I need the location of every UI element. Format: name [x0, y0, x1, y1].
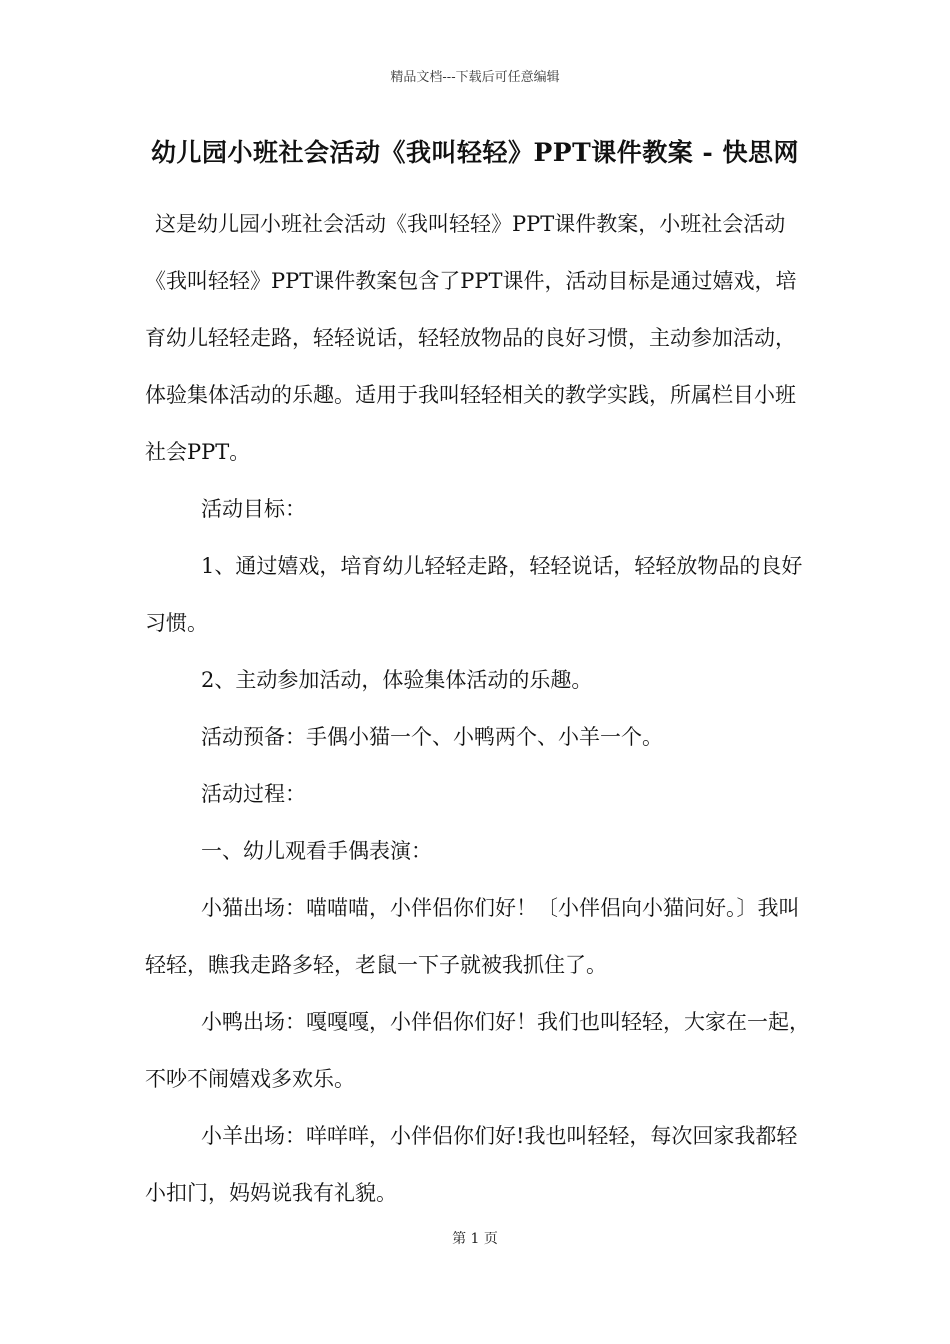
goal-item-2: 2、主动参加活动，体验集体活动的乐趣。	[201, 668, 593, 692]
header-note: 精品文档---下载后可任意编辑	[390, 70, 560, 85]
goal-item-1: 1、通过嬉戏，培育幼儿轻轻走路，轻轻说话，轻轻放物品的良好习惯。	[145, 554, 803, 635]
preparation-paragraph: 活动预备：手偶小猫一个、小鸭两个、小羊一个。	[201, 725, 663, 749]
cat-dialogue-paragraph: 小猫出场：喵喵喵，小伴侣你们好！〔小伴侣向小猫问好。〕我叫轻轻，瞧我走路多轻，老鼠一下子就被我抓住了。	[145, 896, 800, 977]
sheep-dialogue-paragraph: 小羊出场：咩咩咩，小伴侣你们好!我也叫轻轻，每次回家我都轻小扣门，妈妈说我有礼貌。	[145, 1124, 798, 1205]
document-title: 幼儿园小班社会活动《我叫轻轻》PPT课件教案 - 快思网	[151, 138, 799, 167]
intro-paragraph: 这是幼儿园小班社会活动《我叫轻轻》PPT课件教案，小班社会活动《我叫轻轻》PPT课件教案包含了PPT课件，活动目标是通过嬉戏，培育幼儿轻轻走路，轻轻说话，轻轻放物品的良好习惯，主动参加活动，体验集体活动的乐趣。适用于我叫轻轻相关的教学实践，所属栏目小班社会PPT。	[145, 212, 797, 464]
page-number: 第 1 页	[452, 1231, 498, 1247]
section-heading-process: 活动过程：	[201, 782, 306, 806]
duck-dialogue-paragraph: 小鸭出场：嘎嘎嘎，小伴侣你们好！我们也叫轻轻，大家在一起，不吵不闹嬉戏多欢乐。	[145, 1010, 810, 1091]
section-heading-goals: 活动目标：	[201, 497, 306, 521]
process-step-1: 一、幼儿观看手偶表演：	[201, 839, 432, 863]
document-body	[145, 196, 810, 1222]
